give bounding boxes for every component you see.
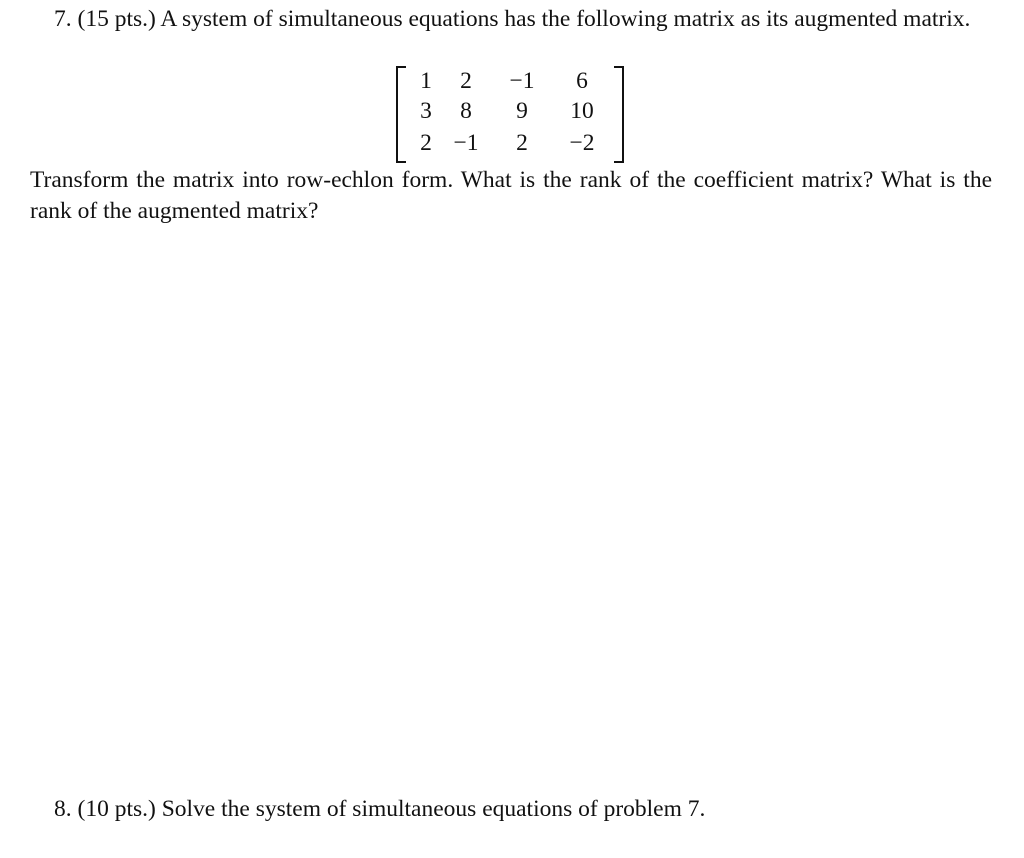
matrix-cell: 2 bbox=[460, 68, 472, 94]
matrix-right-bracket bbox=[614, 66, 624, 163]
matrix-cell: 6 bbox=[576, 68, 588, 94]
problem-8-statement bbox=[54, 794, 705, 825]
matrix-cell: −1 bbox=[509, 68, 535, 94]
problem-7-question: Transform the matrix into row-echlon form. What is the rank of the coefficient matrix? What is the rank of the augmented matrix? bbox=[30, 167, 992, 224]
matrix-cell: 9 bbox=[516, 98, 528, 124]
problem-7-intro: A system of simultaneous equations has the following matrix as its augmented matrix. bbox=[160, 6, 971, 32]
matrix-cell: 10 bbox=[570, 98, 594, 124]
matrix-cell: −1 bbox=[453, 130, 479, 156]
matrix-cell: 2 bbox=[420, 130, 432, 156]
problem-7-statement bbox=[30, 4, 992, 35]
problem-7-number: 7. bbox=[54, 6, 72, 32]
augmented-matrix bbox=[396, 66, 624, 161]
matrix-cell: 1 bbox=[420, 68, 432, 94]
matrix-cell: 8 bbox=[460, 98, 472, 124]
matrix-cell: 3 bbox=[420, 98, 432, 124]
matrix-left-bracket bbox=[396, 66, 406, 163]
matrix-cell: 2 bbox=[516, 130, 528, 156]
problem-8-text: Solve the system of simultaneous equations of problem 7. bbox=[161, 796, 706, 822]
problem-8-points: (10 pts.) bbox=[77, 796, 156, 822]
matrix-cell: −2 bbox=[569, 130, 595, 156]
problem-8-number: 8. bbox=[54, 796, 72, 822]
problem-7-points: (15 pts.) bbox=[77, 6, 156, 32]
